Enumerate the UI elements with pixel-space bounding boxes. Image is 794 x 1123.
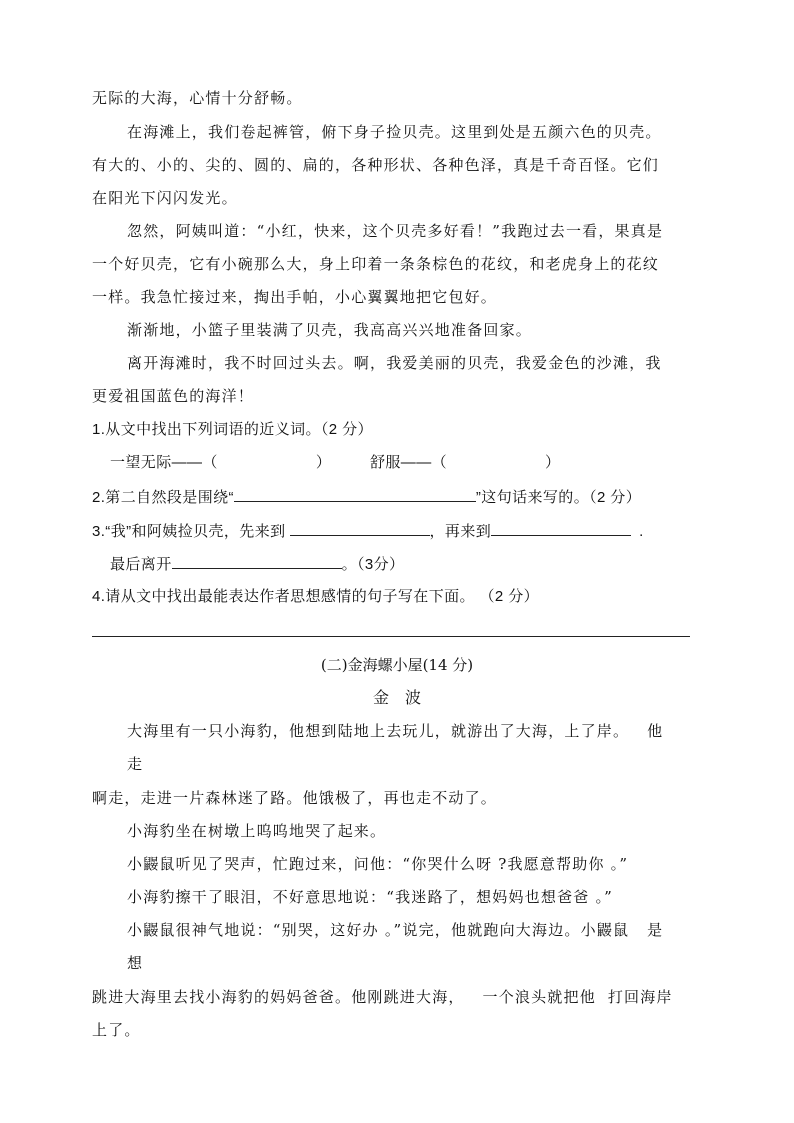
q3-blank-2[interactable] <box>491 521 631 536</box>
passage-line: 小海豹擦干了眼泪，不好意思地说：“我迷路了，想妈妈也想爸爸 。” <box>127 888 614 906</box>
passage-line: 小海豹坐在树墩上呜呜地哭了起来。 <box>127 822 387 840</box>
question-1a <box>110 453 331 473</box>
passage-line: 小鼹鼠听见了哭声，忙跑过来，问他：“你哭什么呀 ?我愿意帮助你 。” <box>127 855 629 873</box>
section-heading: (二)金海螺小屋(14 分) <box>320 656 474 674</box>
passage-line: 在海滩上，我们卷起裤管，俯下身子捡贝壳。这里到处是五颜六色的贝壳。 <box>127 123 662 141</box>
passage-line: 无际的大海，心情十分舒畅。 <box>92 89 303 107</box>
passage-line: 在阳光下闪闪发光。 <box>92 189 238 207</box>
q4-answer-line[interactable] <box>92 636 690 637</box>
passage-line: 啊走，走进一片森林迷了路。他饿极了，再也走不动了。 <box>92 789 498 807</box>
passage-line: 离开海滩时，我不时回过头去。啊，我爱美丽的贝壳，我爱金色的沙滩，我 <box>127 354 662 372</box>
question-3b <box>110 554 404 575</box>
passage-line: 有大的、小的、尖的、圆的、扁的，各种形状、各种色泽，真是千奇百怪。它们 <box>92 156 660 174</box>
passage-line: 一个好贝壳，它有小碗那么大，身上印着一条条棕色的花纹，和老虎身上的花纹 <box>92 255 660 273</box>
q3-blank-3[interactable] <box>172 554 342 569</box>
q1a-word: 一望无际——（ <box>110 454 218 471</box>
passage-line: 走 <box>127 755 144 773</box>
passage-line: 小鼹鼠很神气地说：“别哭，这好办 。”说完，他就跑向大海边。小鼹鼠 是 <box>127 921 664 939</box>
passage-line: 更爱祖国蓝色的海洋！ <box>92 387 255 405</box>
q2-prefix: 2.第二自然段是围绕“ <box>92 489 234 506</box>
passage-line: 上了。 <box>92 1021 141 1039</box>
passage-line: 跳进大海里去找小海豹的妈妈爸爸。他刚跳进大海， 一个浪头就把他 打回海岸 <box>92 988 673 1006</box>
q1a-close: ） <box>315 454 332 471</box>
question-1b <box>370 453 560 473</box>
q1b-word: 舒服——（ <box>370 454 448 471</box>
question-2 <box>92 487 641 508</box>
question-4: 4.请从文中找出最能表达作者思想感情的句子写在下面。 （2 分） <box>92 588 539 605</box>
q1b-close: ） <box>545 454 561 471</box>
q3b-suffix: 。（3分） <box>341 556 405 573</box>
q3-blank-1[interactable] <box>290 521 430 536</box>
passage-line: 渐渐地，小篮子里装满了贝壳，我高高兴兴地准备回家。 <box>127 321 533 339</box>
author-name: 金 波 <box>372 688 421 707</box>
q2-answer-blank[interactable] <box>234 487 476 502</box>
passage-line: 大海里有一只小海豹，他想到陆地上去玩儿，就游出了大海，上了岸。 他 <box>127 722 664 740</box>
passage-line: 忽然，阿姨叫道：“小红，快来，这个贝壳多好看！”我跑过去一看，果真是 <box>127 222 664 240</box>
question-3 <box>92 521 644 542</box>
q3-prefix: 3.“我”和阿姨捡贝壳，先来到 <box>92 523 286 540</box>
q2-suffix: ”这句话来写的。（2 分） <box>475 489 642 506</box>
q3-end: . <box>639 523 644 540</box>
passage-line: 想 <box>127 954 144 972</box>
q3b-prefix: 最后离开 <box>110 556 172 573</box>
question-1: 1.从文中找出下列词语的近义词。（2 分） <box>92 421 373 438</box>
q3-mid: ，再来到 <box>429 523 492 540</box>
passage-line: 一样。我急忙接过来，掏出手帕，小心翼翼地把它包好。 <box>92 288 498 306</box>
